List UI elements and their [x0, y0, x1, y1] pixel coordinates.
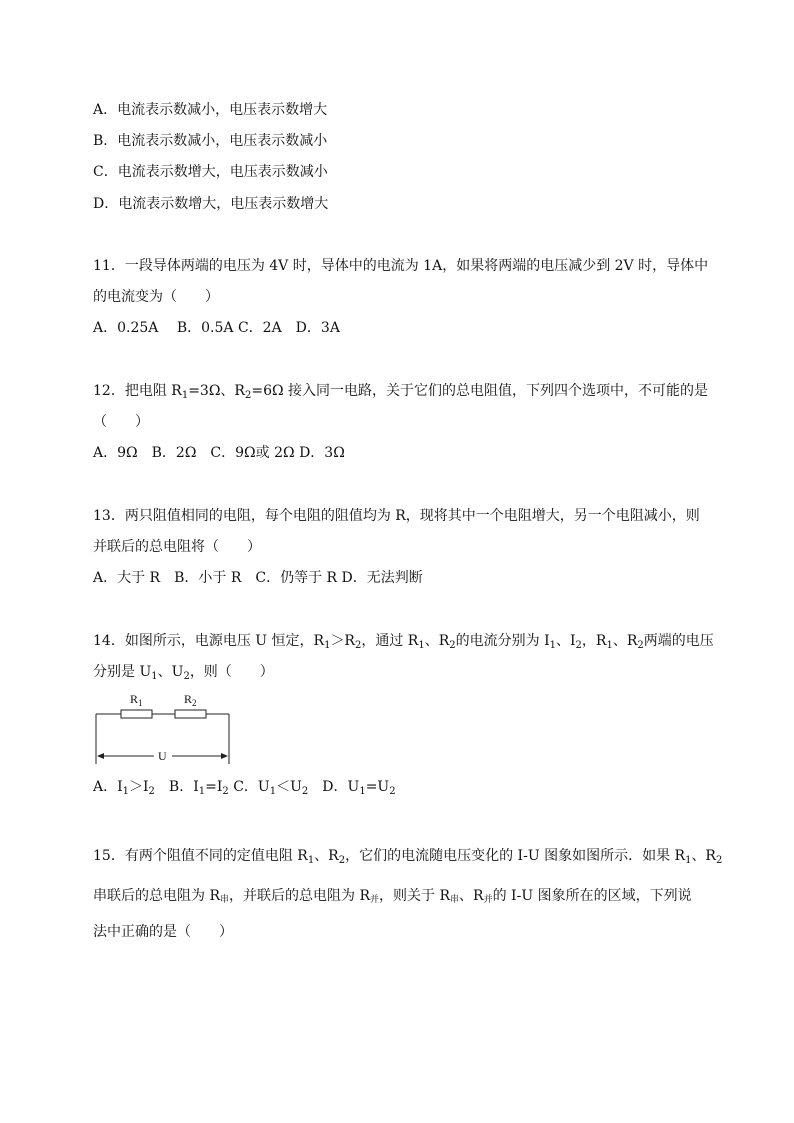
label-r1: $R_1$ — [130, 692, 143, 708]
label-r2: $R_2$ — [184, 692, 197, 708]
u-arrow-left-head — [97, 753, 104, 759]
q10-option-c: C．电流表示数增大，电压表示数减小 — [93, 164, 328, 180]
q15-stem-line3: 法中正确的是（ ） — [93, 924, 233, 940]
q11-options: A．0.25A B．0.5A C．2A D．3A — [93, 320, 340, 336]
q12-stem-line2: （ ） — [93, 414, 149, 430]
q13-stem-line1: 13．两只阻值相同的电阻，每个电阻的阻值均为 R，现将其中一个电阻增大，另一个电阻减小，则 — [93, 508, 700, 524]
circuit-diagram — [90, 688, 235, 768]
q10-option-a: A．电流表示数减小，电压表示数增大 — [93, 102, 328, 118]
label-u: U — [158, 749, 167, 763]
q13-options: A．大于 R B．小于 R C．仍等于 R D．无法判断 — [93, 570, 423, 586]
q14-stem-line1: 14．如图所示，电源电压 U 恒定，$R_1>R_2$，通过 $R_1$、$R_2$的电流分别为 $I_1$、$I_2$，$R_1$、$R_2$两端的电压 — [93, 633, 714, 651]
q14-stem-line2: 分别是 $U_1$、$U_2$，则（ ） — [93, 664, 274, 682]
resistor-r2 — [175, 710, 206, 718]
q10-option-d: D．电流表示数增大，电压表示数增大 — [93, 196, 329, 212]
resistor-r1 — [121, 710, 152, 718]
q14-options: A．$I_1>I_2$ B．$I_1=I_2$ C．$U_1<U_2$ D．$U_1=U_2$ — [93, 779, 396, 797]
q13-stem-line2: 并联后的总电阻将（ ） — [93, 539, 261, 555]
q11-stem-line1: 11．一段导体两端的电压为 4V 时，导体中的电流为 1A，如果将两端的电压减少到 2V 时，导体中 — [93, 258, 709, 274]
q11-stem-line2: 的电流变为（ ） — [93, 289, 219, 305]
u-arrow-right-head — [221, 753, 228, 759]
q10-option-b: B．电流表示数减小，电压表示数减小 — [93, 133, 328, 149]
q12-stem-line1: 12．把电阻 $R_1=3\Omega$、$R_2=6\Omega$ 接入同一电路，关于它们的总电阻值，下列四个选项中，不可能的是 — [93, 383, 709, 401]
q15-stem-line1: 15．有两个阻值不同的定值电阻 $R_1$、$R_2$，它们的电流随电压变化的 I-U 图象如图所示．如果 $R_1$、$R_2$ — [93, 848, 723, 866]
q15-stem-line2: 串联后的总电阻为 $R_串$，并联后的总电阻为 $R_并$，则关于 $R_串$、$R_并$的 I-U 图象所在的区域，下列说 — [93, 888, 692, 905]
q12-options: A．9Ω B．2Ω C．9Ω或 2Ω D．3Ω — [93, 445, 345, 461]
circuit-svg — [90, 688, 235, 768]
